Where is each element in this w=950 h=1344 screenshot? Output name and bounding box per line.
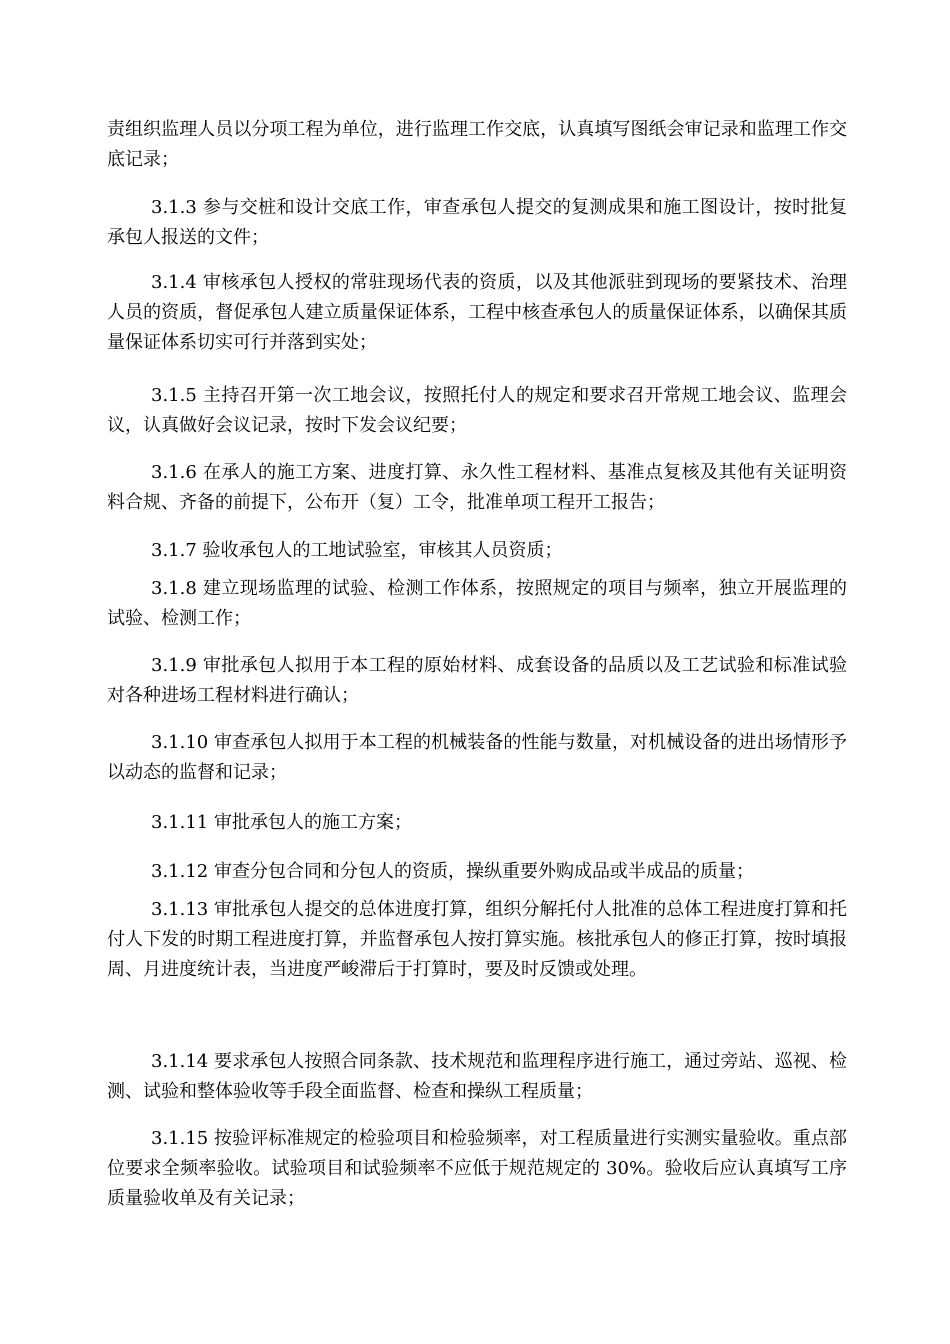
- paragraph-3-1-8: 3.1.8 建立现场监理的试验、检测工作体系，按照规定的项目与频率，独立开展监理的试验、检测工作；: [107, 578, 847, 629]
- paragraph-3-1-7: 3.1.7 验收承包人的工地试验室，审核其人员资质；: [151, 540, 563, 561]
- paragraph-3-1-3: 3.1.3 参与交桩和设计交底工作，审查承包人提交的复测成果和施工图设计，按时批复承包人报送的文件；: [107, 197, 847, 248]
- paragraph-3-1-14: 3.1.14 要求承包人按照合同条款、技术规范和监理程序进行施工，通过旁站、巡视、检测、试验和整体验收等手段全面监督、检查和操纵工程质量；: [107, 1051, 847, 1102]
- paragraph-continuation: 责组织监理人员以分项工程为单位，进行监理工作交底，认真填写图纸会审记录和监理工作交底记录；: [107, 119, 847, 170]
- paragraph-3-1-12: 3.1.12 审查分包合同和分包人的资质，操纵重要外购成品或半成品的质量；: [151, 861, 754, 882]
- paragraph-3-1-6: 3.1.6 在承人的施工方案、进度打算、永久性工程材料、基准点复核及其他有关证明资料合规、齐备的前提下，公布开（复）工令，批准单项工程开工报告；: [107, 462, 847, 513]
- paragraph-3-1-4: 3.1.4 审核承包人授权的常驻现场代表的资质，以及其他派驻到现场的要紧技术、治理人员的资质，督促承包人建立质量保证体系，工程中核查承包人的质量保证体系，以确保其质量保证体系切实可行并落到实处；: [107, 272, 847, 353]
- paragraph-3-1-10: 3.1.10 审查承包人拟用于本工程的机械装备的性能与数量，对机械设备的进出场情形予以动态的监督和记录；: [107, 732, 847, 783]
- paragraph-3-1-9: 3.1.9 审批承包人拟用于本工程的原始材料、成套设备的品质以及工艺试验和标准试验对各种进场工程材料进行确认；: [107, 655, 847, 706]
- paragraph-3-1-13: 3.1.13 审批承包人提交的总体进度打算，组织分解托付人批准的总体工程进度打算和托付人下发的时期工程进度打算，并监督承包人按打算实施。核批承包人的修正打算，按时填报周、月进度统计表，当进度严峻滞后于打算时，要及时反馈或处理。: [107, 899, 847, 980]
- paragraph-3-1-5: 3.1.5 主持召开第一次工地会议，按照托付人的规定和要求召开常规工地会议、监理会议，认真做好会议记录，按时下发会议纪要；: [107, 385, 847, 436]
- paragraph-3-1-15: 3.1.15 按验评标准规定的检验项目和检验频率，对工程质量进行实测实量验收。重点部位要求全频率验收。试验项目和试验频率不应低于规范规定的 30%。验收后应认真填写工序质量验收单及有关记录；: [107, 1128, 847, 1209]
- paragraph-3-1-11: 3.1.11 审批承包人的施工方案；: [151, 812, 412, 833]
